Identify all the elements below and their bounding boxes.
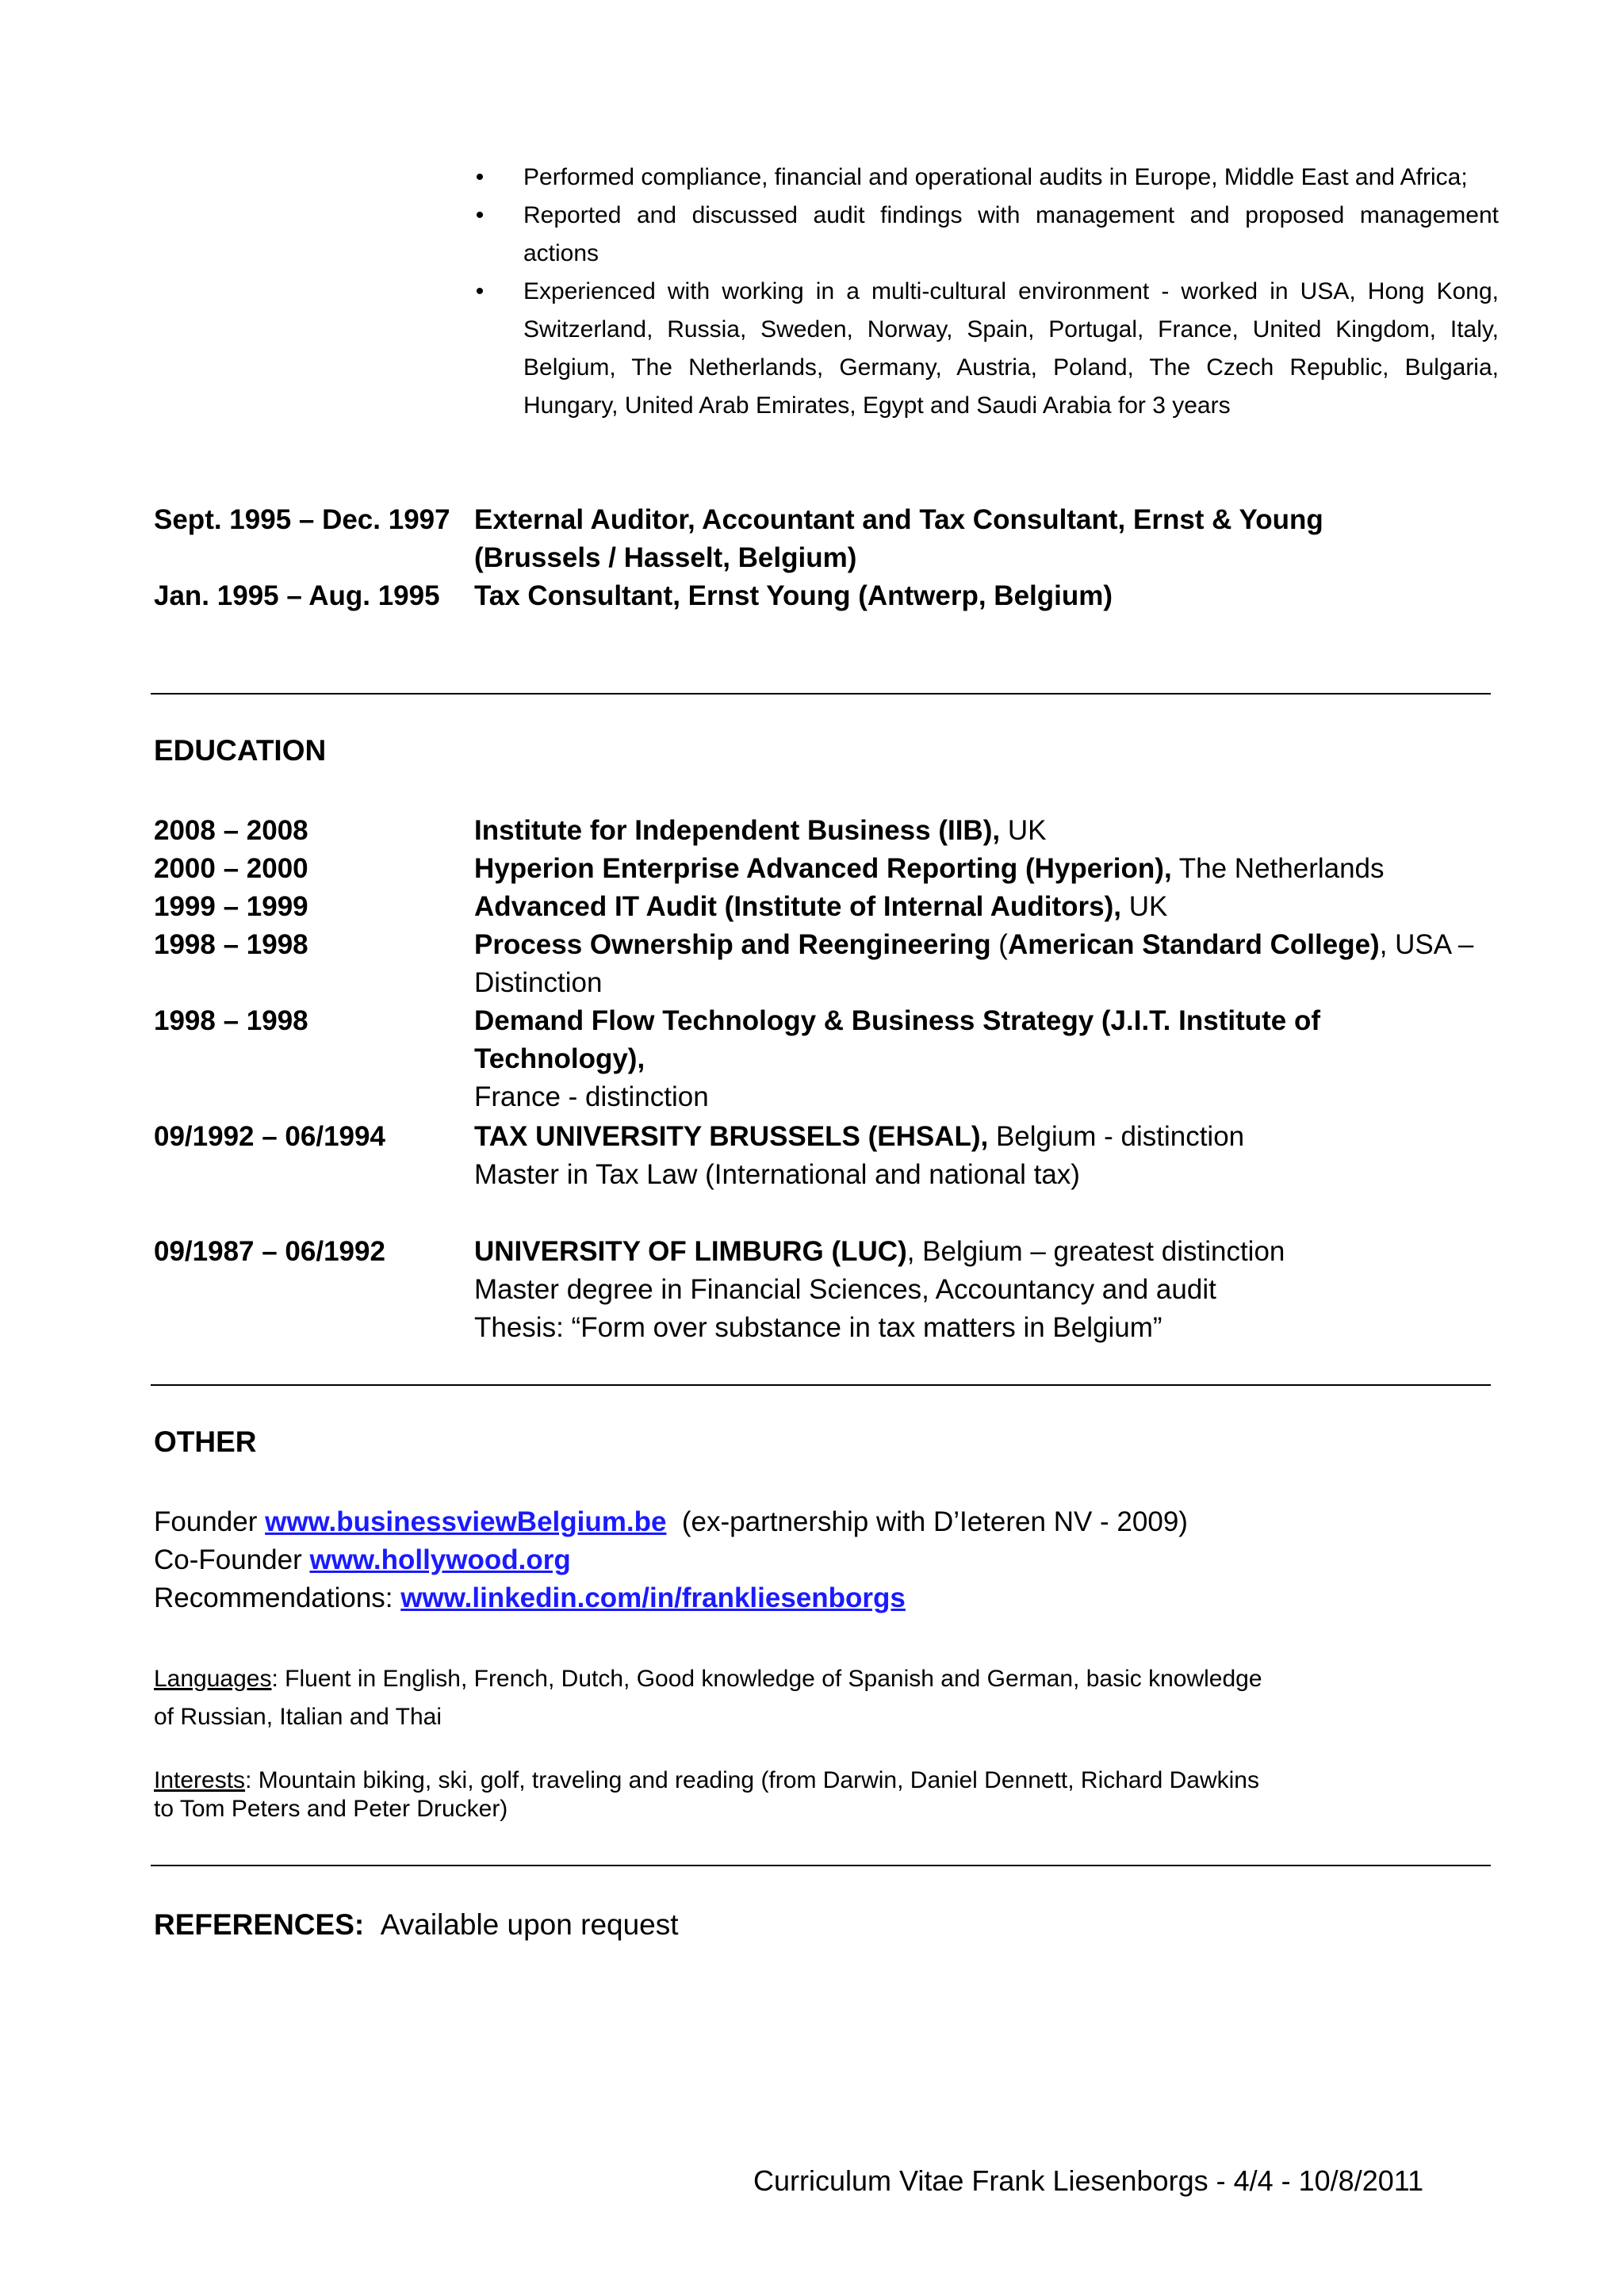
- page-footer: Curriculum Vitae Frank Liesenborgs - 4/4 - 10/8/2011: [753, 2164, 1424, 2197]
- institution-name: UNIVERSITY OF LIMBURG (LUC): [474, 1236, 907, 1267]
- references-line: [154, 1906, 679, 1944]
- education-entry: [474, 1118, 1497, 1194]
- education-date: 2000 – 2000: [154, 853, 308, 884]
- experience-date: Jan. 1995 – Aug. 1995: [154, 580, 440, 611]
- languages-value: : Fluent in English, French, Dutch, Good knowledge of Spanish and German, basic knowledge: [271, 1666, 1262, 1692]
- interests-value-cont: to Tom Peters and Peter Drucker): [154, 1796, 508, 1822]
- section-divider: [151, 693, 1491, 695]
- cofounder-link[interactable]: www.hollywood.org: [309, 1544, 571, 1575]
- experience-title-line: (Brussels / Hasselt, Belgium): [474, 542, 857, 573]
- languages-label: Languages: [154, 1666, 272, 1692]
- education-note: Master degree in Financial Sciences, Accountancy and audit: [474, 1274, 1216, 1305]
- bullet-item: [468, 273, 1499, 425]
- section-divider: [151, 1865, 1491, 1866]
- linkedin-link[interactable]: www.linkedin.com/in/frankliesenborgs: [400, 1582, 906, 1613]
- bullet-item: [468, 159, 1499, 197]
- recommendations-label: Recommendations:: [154, 1582, 401, 1613]
- experience-title: [474, 501, 1497, 577]
- references-label: REFERENCES:: [154, 1908, 365, 1941]
- other-links: [154, 1503, 1188, 1617]
- institution-location: UK: [1121, 891, 1168, 922]
- institution-location: , Belgium – greatest distinction: [906, 1236, 1285, 1267]
- institution-location: The Netherlands: [1171, 853, 1385, 884]
- interests-label: Interests: [154, 1767, 246, 1793]
- education-note: Master in Tax Law (International and national tax): [474, 1159, 1080, 1190]
- bullet-text: Performed compliance, financial and operational audits in Europe, Middle East and Africa;: [523, 164, 1468, 190]
- education-entry: [474, 926, 1497, 1002]
- paren: (: [990, 929, 1008, 960]
- institution-location: Belgium - distinction: [988, 1121, 1245, 1152]
- education-entry: [474, 1233, 1497, 1347]
- institution-location: , USA –: [1379, 929, 1474, 960]
- education-date: 09/1987 – 06/1992: [154, 1236, 385, 1267]
- institution-name: Demand Flow Technology & Business Strategy (J.I.T. Institute of Technology),: [474, 1005, 1320, 1074]
- institution-name: American Standard College): [1007, 929, 1380, 960]
- education-entry: [474, 812, 1497, 850]
- course-name: Process Ownership and Reengineering: [474, 929, 991, 960]
- institution-name: TAX UNIVERSITY BRUSSELS (EHSAL),: [474, 1121, 989, 1152]
- education-thesis: Thesis: “Form over substance in tax matters in Belgium”: [474, 1312, 1162, 1343]
- interests-value: : Mountain biking, ski, golf, traveling and reading (from Darwin, Daniel Dennett, Richard Dawkins: [245, 1767, 1259, 1793]
- bullet-icon: •: [475, 278, 485, 304]
- other-heading: OTHER: [154, 1425, 257, 1458]
- education-note: Distinction: [474, 967, 603, 998]
- education-entry: [474, 850, 1497, 888]
- references-value: Available upon request: [380, 1908, 679, 1941]
- experience-title: Tax Consultant, Ernst Young (Antwerp, Belgium): [474, 580, 1113, 611]
- founder-label: Founder: [154, 1506, 266, 1537]
- experience-title-line: External Auditor, Accountant and Tax Consultant, Ernst & Young: [474, 504, 1323, 535]
- education-heading: EDUCATION: [154, 734, 327, 767]
- bullet-icon: •: [475, 164, 485, 190]
- languages-value-cont: of Russian, Italian and Thai: [154, 1704, 442, 1730]
- education-date: 1998 – 1998: [154, 929, 308, 960]
- bullet-item: [468, 197, 1499, 273]
- languages-text: [154, 1660, 1327, 1736]
- education-date: 1999 – 1999: [154, 891, 308, 922]
- interests-text: [154, 1766, 1327, 1823]
- experience-bullet-list: [468, 159, 1499, 425]
- cofounder-label: Co-Founder: [154, 1544, 310, 1575]
- founder-link[interactable]: www.businessviewBelgium.be: [265, 1506, 667, 1537]
- education-date: 1998 – 1998: [154, 1005, 308, 1036]
- institution-name: Institute for Independent Business (IIB),: [474, 815, 1001, 846]
- education-date: 2008 – 2008: [154, 815, 308, 846]
- section-divider: [151, 1384, 1491, 1386]
- education-entry: [474, 888, 1497, 926]
- bullet-text: Experienced with working in a multi-cultural environment - worked in USA, Hong Kong, Switzerland, Russia, Sweden, Norway, Spain, Portugal, France, United Kingdom, Italy, Belgium, The Netherlands, Germany, Austria, Poland, The Czech Republic, Bulgaria, Hungary, United Arab Emirates, Egypt and Saudi Arabia for 3 years: [523, 278, 1499, 419]
- experience-date: Sept. 1995 – Dec. 1997: [154, 504, 450, 535]
- bullet-text: Reported and discussed audit findings with management and proposed management actions: [523, 202, 1499, 266]
- education-entry: [474, 1002, 1497, 1116]
- bullet-icon: •: [475, 202, 485, 228]
- education-note: France - distinction: [474, 1081, 709, 1112]
- institution-name: Advanced IT Audit (Institute of Internal Auditors),: [474, 891, 1122, 922]
- education-date: 09/1992 – 06/1994: [154, 1121, 385, 1152]
- institution-name: Hyperion Enterprise Advanced Reporting (Hyperion),: [474, 853, 1172, 884]
- founder-note: (ex-partnership with D’Ieteren NV - 2009): [666, 1506, 1188, 1537]
- institution-location: UK: [1000, 815, 1047, 846]
